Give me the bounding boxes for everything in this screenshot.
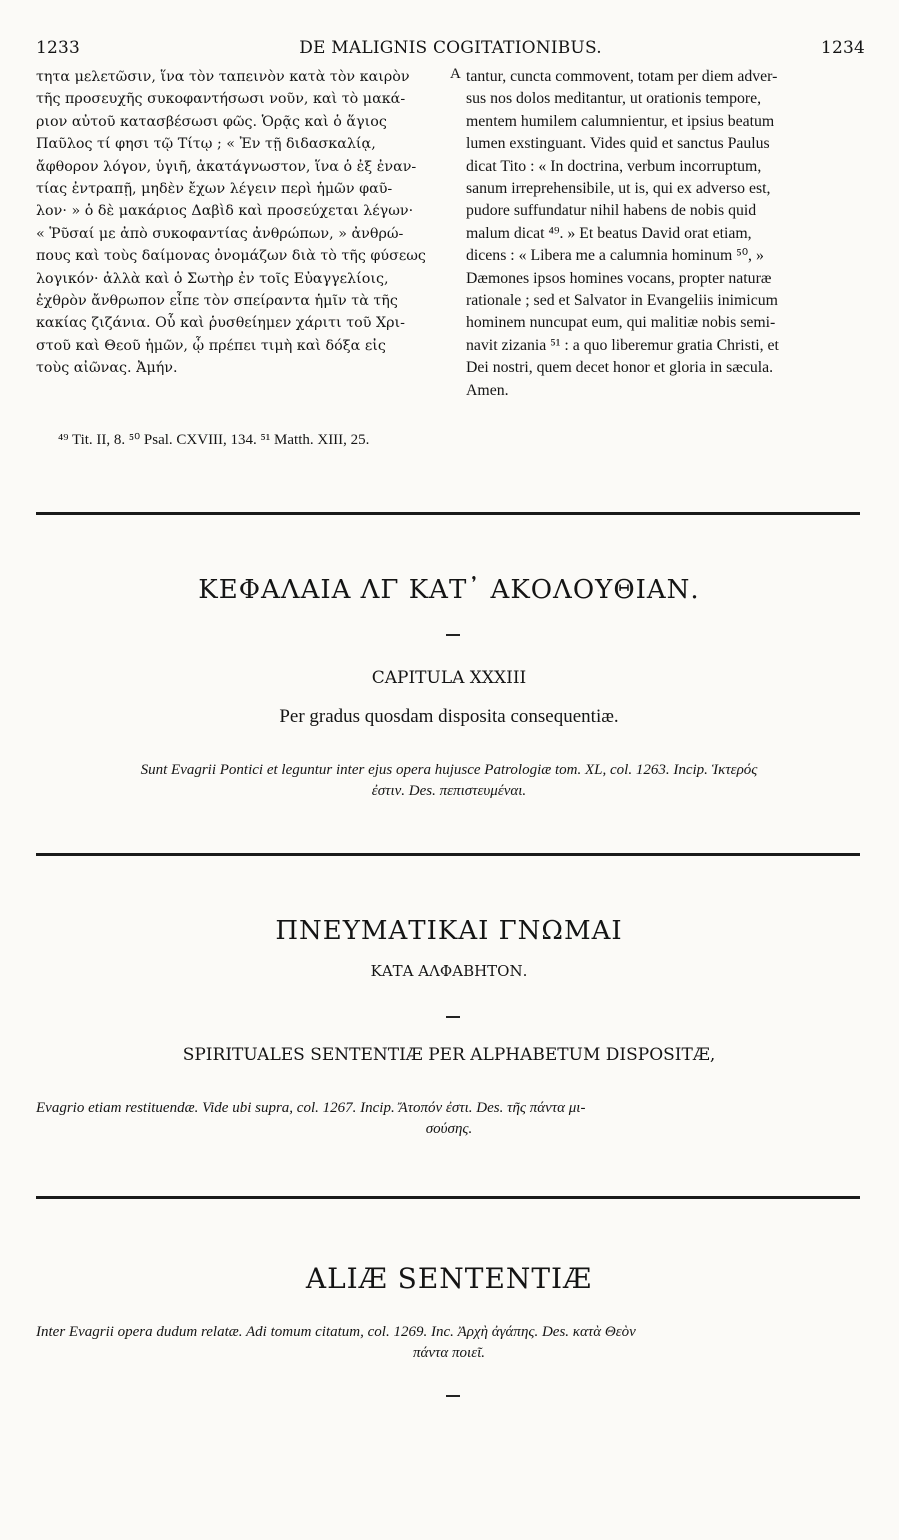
latin-text-line: sanum irreprehensibile, ut is, qui ex adverso est,	[466, 180, 771, 198]
section2-note-line1: Evagrio etiam restituendæ. Vide ubi supra, col. 1267. Incip. Ἄτοπόν ἐστι. Des. τῆς πάντα μι-	[36, 1100, 586, 1116]
greek-text-line: τοὺς αἰῶνας. Ἀμήν.	[36, 360, 178, 377]
closing-dash	[446, 1395, 460, 1397]
latin-column	[466, 66, 862, 402]
section2-note	[36, 1098, 862, 1140]
latin-text-line: rationale ; sed et Salvator in Evangeliis inimicum	[466, 292, 778, 310]
section1-latin-title: CAPITULA XXXIII	[371, 668, 527, 688]
section3-note-line2: πάντα ποιεῖ.	[412, 1345, 486, 1361]
greek-text-line: τητα μελετῶσιν, ἵνα τὸν ταπεινὸν κατὰ τὸν καιρὸν	[36, 69, 410, 85]
greek-text-line: τῆς προσευχῆς συκοφαντήσωσι νοῦν, καὶ τὸ μακά-	[36, 91, 406, 108]
greek-text-line: τίας ἐντραπῇ, μηδὲν ἔχων λέγειν περὶ ἡμῶν φαῦ-	[36, 181, 393, 198]
latin-text-line: malum dicat ⁴⁹. » Et beatus David orat etiam,	[466, 224, 752, 242]
greek-text-line: κακίας ζιζάνια. Οὗ καὶ ῥυσθείημεν χάριτι τοῦ Χρι-	[36, 315, 405, 332]
greek-text-line: πους καὶ τοὺς δαίμονας ὀνομάζων διὰ τὸ τῆς φύσεως	[36, 248, 426, 265]
left-page-number: 1233	[36, 38, 81, 58]
greek-text-line: στοῦ καὶ Θεοῦ ἡμῶν, ᾧ πρέπει τιμὴ καὶ δόξα εἰς	[36, 337, 386, 354]
latin-text-line: Dæmones ipsos homines vocans, propter naturæ	[466, 269, 772, 287]
latin-text-line: pudore suffundatur nihil habens de nobis quid	[466, 202, 757, 220]
section2-note-line2: σούσης.	[425, 1121, 473, 1137]
latin-text-line: dicat Tito : « In doctrina, verbum incorruptum,	[466, 157, 762, 175]
greek-text-line: ἐχθρὸν ἄνθρωπον εἶπε τὸν σπείραντα ἡμῖν τὰ τῆς	[36, 293, 398, 310]
section3-note-line1: Inter Evagrii opera dudum relatæ. Adi tomum citatum, col. 1269. Inc. Ἀρχὴ ἀγάπης. Des. κατὰ Θεὸν	[36, 1324, 636, 1340]
footnotes: ⁴⁹ Tit. II, 8. ⁵⁰ Psal. CXVIII, 134. ⁵¹ Matth. XIII, 25.	[58, 432, 370, 448]
title-dash	[446, 1016, 460, 1018]
two-column-text	[36, 66, 862, 416]
latin-text-line: navit zizania ⁵¹ : a quo liberemur gratia Christi, et	[466, 336, 779, 354]
greek-text-line: ἄφθορον λόγον, ὑγιῆ, ἀκατάγνωστον, ἵνα ὁ ἐξ ἐναν-	[36, 158, 417, 175]
section1-subtitle: Per gradus quosdam disposita consequentiæ.	[279, 706, 619, 727]
section-divider	[36, 853, 860, 856]
latin-text-line: hominem nuncupat eum, qui malitiæ nobis semi-	[466, 314, 776, 332]
column-marker: A	[450, 66, 461, 82]
section2-latin-title: SPIRITUALES SENTENTIÆ PER ALPHABETUM DISPOSITÆ,	[182, 1045, 716, 1065]
running-title: DE MALIGNIS COGITATIONIBUS.	[299, 38, 602, 58]
latin-text-line: tantur, cuncta commovent, totam per diem adver-	[466, 68, 778, 85]
greek-text-line: λογικόν· ἀλλὰ καὶ ὁ Σωτὴρ ἐν τοῖς Εὐαγγελίοις,	[36, 270, 389, 287]
greek-column	[36, 66, 451, 380]
latin-text-line: dicens : « Libera me a calumnia hominum ⁵⁰, »	[466, 247, 764, 265]
section2-greek-subtitle: ΚΑΤΑ ΑΛΦΑΒΗΤΟΝ.	[370, 962, 528, 980]
section1-note-line1: Sunt Evagrii Pontici et leguntur inter ejus opera hujusce Patrologiæ tom. XL, col. 1263. Incip. Ἱκτερός	[140, 762, 758, 778]
greek-text-line: λον· » ὁ δὲ μακάριος Δαβὶδ καὶ προσεύχεται λέγων·	[36, 203, 414, 220]
section-divider	[36, 1196, 860, 1199]
section1-note	[36, 760, 862, 802]
latin-text-line: lumen exstinguant. Vides quid et sanctus Paulus	[466, 135, 770, 153]
section2-greek-title: ΠΝΕΥΜΑΤΙΚΑΙ ΓΝΩΜΑΙ	[275, 916, 623, 946]
section1-note-line2: ἐστιν. Des. πεπιστευμέναι.	[371, 783, 527, 799]
section3-note	[36, 1322, 862, 1364]
greek-text-line: Παῦλος τί φησι τῷ Τίτῳ ; « Ἐν τῇ διδασκαλίᾳ,	[36, 136, 376, 153]
greek-text-line: « Ῥῦσαί με ἀπὸ συκοφαντίας ἀνθρώπων, » ἀνθρώ-	[36, 225, 404, 242]
latin-text-line: Amen.	[466, 381, 509, 399]
right-page-number: 1234	[820, 38, 865, 58]
latin-text-line: mentem humilem calumnientur, et ipsius beatum	[466, 112, 775, 130]
latin-text-line: sus nos dolos meditantur, ut orationis tempore,	[466, 90, 762, 108]
section3-latin-title: ALIÆ SENTENTIÆ	[305, 1262, 593, 1295]
running-header	[36, 38, 865, 58]
latin-text-line: Dei nostri, quem decet honor et gloria in sæcula.	[466, 359, 774, 377]
section1-greek-title: ΚΕΦΑΛΑΙΑ ΛΓ ΚΑΤ᾽ ΑΚΟΛΟΥΘΙΑΝ.	[198, 575, 700, 605]
greek-text-line: ριον αὐτοῦ κατασβέσωσι φῶς. Ὁρᾷς καὶ ὁ ἅγιος	[36, 113, 387, 130]
title-dash	[446, 634, 460, 636]
section-divider	[36, 512, 860, 515]
